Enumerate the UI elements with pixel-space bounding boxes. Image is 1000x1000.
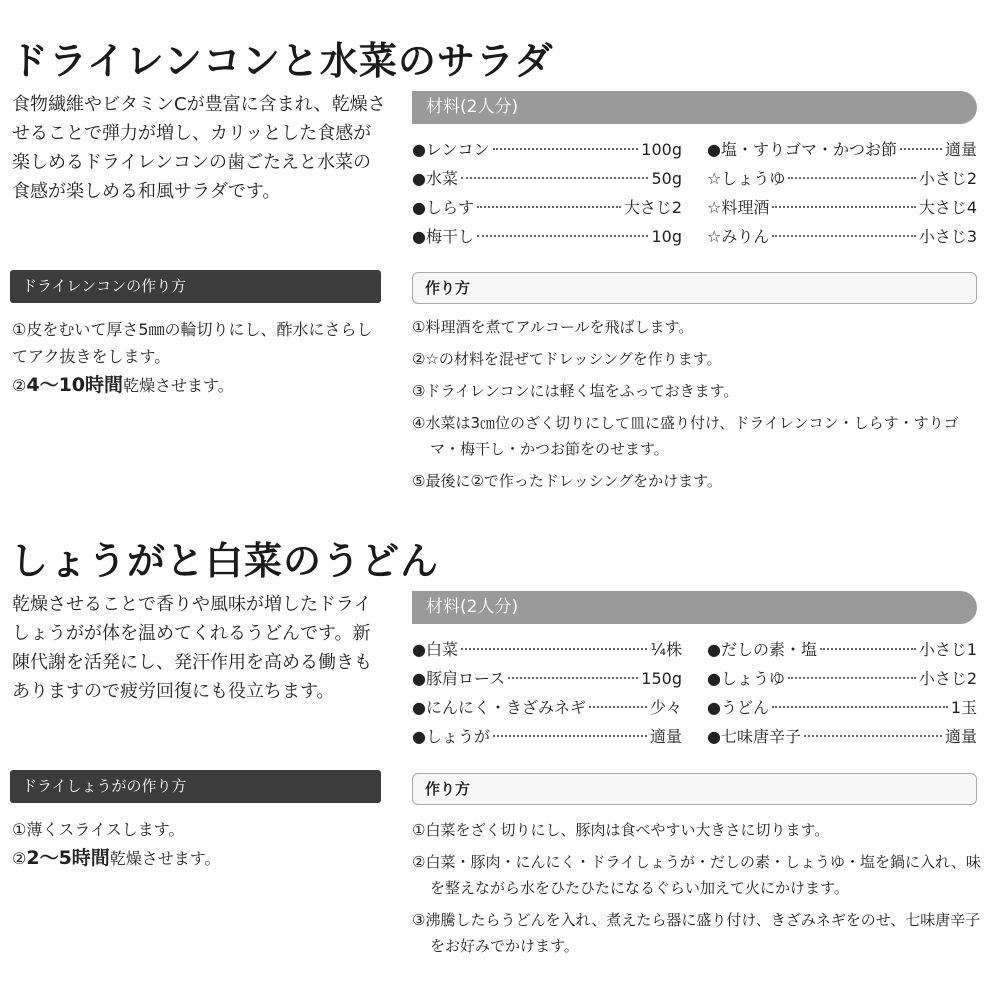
ingredient-row xyxy=(707,222,977,251)
ingredient-name: ☆みりん xyxy=(707,227,770,246)
ingredient-name: ●しらす xyxy=(412,198,474,217)
ingredient-row xyxy=(412,693,682,722)
howto-step: ②☆の材料を混ぜてドレッシングを作ります。 xyxy=(412,350,722,368)
ingredient-name: ●しょうが xyxy=(412,727,490,746)
dry-step xyxy=(12,372,387,399)
leader-dots xyxy=(772,235,915,237)
ingredients-list xyxy=(412,635,977,751)
howto-step: ①料理酒を煮てアルコールを飛ばします。 xyxy=(412,318,694,336)
ingredients-heading: 材料(2人分) xyxy=(412,91,977,124)
recipe-title: しょうがと白菜のうどん xyxy=(10,539,440,583)
recipe-intro: 食物繊維やビタミンCが豊富に含まれ、乾燥させることで弾力が増し、カリッとした食感が楽しめるドライレンコンの歯ごたえと水菜の食感が楽しめる和風サラダです。 xyxy=(12,94,386,202)
ingredients-list xyxy=(412,135,977,251)
howto-steps xyxy=(412,314,982,500)
dry-step-prefix: ② xyxy=(12,376,27,395)
leader-dots xyxy=(508,677,638,679)
ingredient-amount: 小さじ1 xyxy=(918,640,977,659)
ingredient-name: ●白菜 xyxy=(412,640,458,659)
ingredient-name: ●レンコン xyxy=(412,140,490,159)
ingredients-heading: 材料(2人分) xyxy=(412,591,977,624)
leader-dots xyxy=(788,677,916,679)
leader-dots xyxy=(820,648,916,650)
howto-heading: 作り方 xyxy=(412,272,977,304)
ingredient-name: ●塩・すりゴマ・かつお節 xyxy=(707,140,897,159)
ingredient-amount: 100g xyxy=(641,140,682,159)
dry-step: ①薄くスライスします。 xyxy=(12,820,185,839)
dry-step xyxy=(12,845,387,872)
ingredient-row xyxy=(412,164,682,193)
leader-dots xyxy=(900,148,942,150)
ingredient-amount: 適量 xyxy=(944,140,977,159)
ingredient-amount: 大さじ4 xyxy=(918,198,977,217)
dry-time-highlight: 4〜10時間 xyxy=(26,374,124,396)
ingredient-amount: 150g xyxy=(641,669,682,688)
ingredient-amount: 適量 xyxy=(944,727,977,746)
ingredient-name: ●水菜 xyxy=(412,169,458,188)
recipe-intro: 乾燥させることで香りや風味が増したドライしょうがが体を温めてくれるうどんです。新陳代謝を活発にし、発汗作用を高める働きもありますので疲労回復にも役立ちます。 xyxy=(12,594,372,702)
leader-dots xyxy=(804,735,942,737)
dry-time-highlight: 2〜5時間 xyxy=(26,847,110,869)
leader-dots xyxy=(461,648,648,650)
ingredient-row xyxy=(707,722,977,751)
ingredient-row xyxy=(412,635,682,664)
ingredient-amount: 1玉 xyxy=(950,698,977,717)
ingredient-row xyxy=(707,193,977,222)
dry-method-steps xyxy=(12,316,387,401)
dry-step: ①皮をむいて厚さ5㎜の輪切りにし、酢水にさらしてアク抜きをします。 xyxy=(12,320,373,366)
ingredient-name: ●しょうゆ xyxy=(707,669,785,688)
ingredient-name: ☆しょうゆ xyxy=(707,169,786,188)
leader-dots xyxy=(477,206,621,208)
howto-step: ③ドライレンコンには軽く塩をふっておきます。 xyxy=(412,382,739,400)
leader-dots xyxy=(461,177,649,179)
howto-steps xyxy=(412,817,982,965)
ingredient-name: ●七味唐辛子 xyxy=(707,727,801,746)
ingredient-row xyxy=(412,222,682,251)
ingredient-amount: 50g xyxy=(651,169,682,188)
ingredient-row xyxy=(412,664,682,693)
ingredient-name: ●梅干し xyxy=(412,227,474,246)
ingredient-row xyxy=(707,664,977,693)
howto-step: ③沸騰したらうどんを入れ、煮えたら器に盛り付け、きざみネギをのせ、七味唐辛子をお好みでかけます。 xyxy=(412,911,981,955)
howto-step: ①白菜をざく切りにし、豚肉は食べやすい大きさに切ります。 xyxy=(412,821,830,839)
howto-heading: 作り方 xyxy=(412,773,977,805)
leader-dots xyxy=(493,148,639,150)
ingredient-row xyxy=(707,164,977,193)
ingredient-amount: 小さじ3 xyxy=(918,227,977,246)
dry-step-suffix: 乾燥させます。 xyxy=(109,849,221,868)
ingredient-row xyxy=(707,693,977,722)
ingredient-name: ●にんにく・きざみネギ xyxy=(412,698,586,717)
leader-dots xyxy=(788,177,915,179)
leader-dots xyxy=(772,706,948,708)
ingredient-amount: 少々 xyxy=(649,698,682,717)
ingredient-name: ●だしの素・塩 xyxy=(707,640,817,659)
ingredient-row xyxy=(707,635,977,664)
leader-dots xyxy=(477,235,649,237)
howto-step: ⑤最後に②で作ったドレッシングをかけます。 xyxy=(412,472,722,490)
howto-step: ②白菜・豚肉・にんにく・ドライしょうが・だしの素・しょうゆ・塩を鍋に入れ、味を整えながら水をひたひたになるぐらい加えて火にかけます。 xyxy=(412,853,981,897)
ingredient-amount: 適量 xyxy=(649,727,682,746)
ingredient-amount: 10g xyxy=(651,227,682,246)
ingredient-name: ●豚肩ロース xyxy=(412,669,506,688)
ingredient-name: ●うどん xyxy=(707,698,769,717)
ingredient-row xyxy=(412,135,682,164)
howto-step: ④水菜は3㎝位のざく切りにして皿に盛り付け、ドライレンコン・しらす・すりゴマ・梅干し・かつお節をのせます。 xyxy=(412,414,959,458)
leader-dots xyxy=(589,706,647,708)
ingredient-amount: 大さじ2 xyxy=(623,198,682,217)
ingredient-amount: ¼株 xyxy=(650,640,682,659)
dry-method-steps xyxy=(12,816,387,874)
ingredient-name: ☆料理酒 xyxy=(707,198,770,217)
dry-method-heading: ドライレンコンの作り方 xyxy=(10,270,381,303)
ingredient-row xyxy=(707,135,977,164)
ingredient-row xyxy=(412,722,682,751)
ingredient-amount: 小さじ2 xyxy=(918,669,977,688)
dry-step-prefix: ② xyxy=(12,849,27,868)
leader-dots xyxy=(772,206,915,208)
ingredient-amount: 小さじ2 xyxy=(918,169,977,188)
recipe-title: ドライレンコンと水菜のサラダ xyxy=(10,39,554,83)
ingredient-row xyxy=(412,193,682,222)
leader-dots xyxy=(493,735,647,737)
dry-method-heading: ドライしょうがの作り方 xyxy=(10,770,381,803)
dry-step-suffix: 乾燥させます。 xyxy=(123,376,234,395)
